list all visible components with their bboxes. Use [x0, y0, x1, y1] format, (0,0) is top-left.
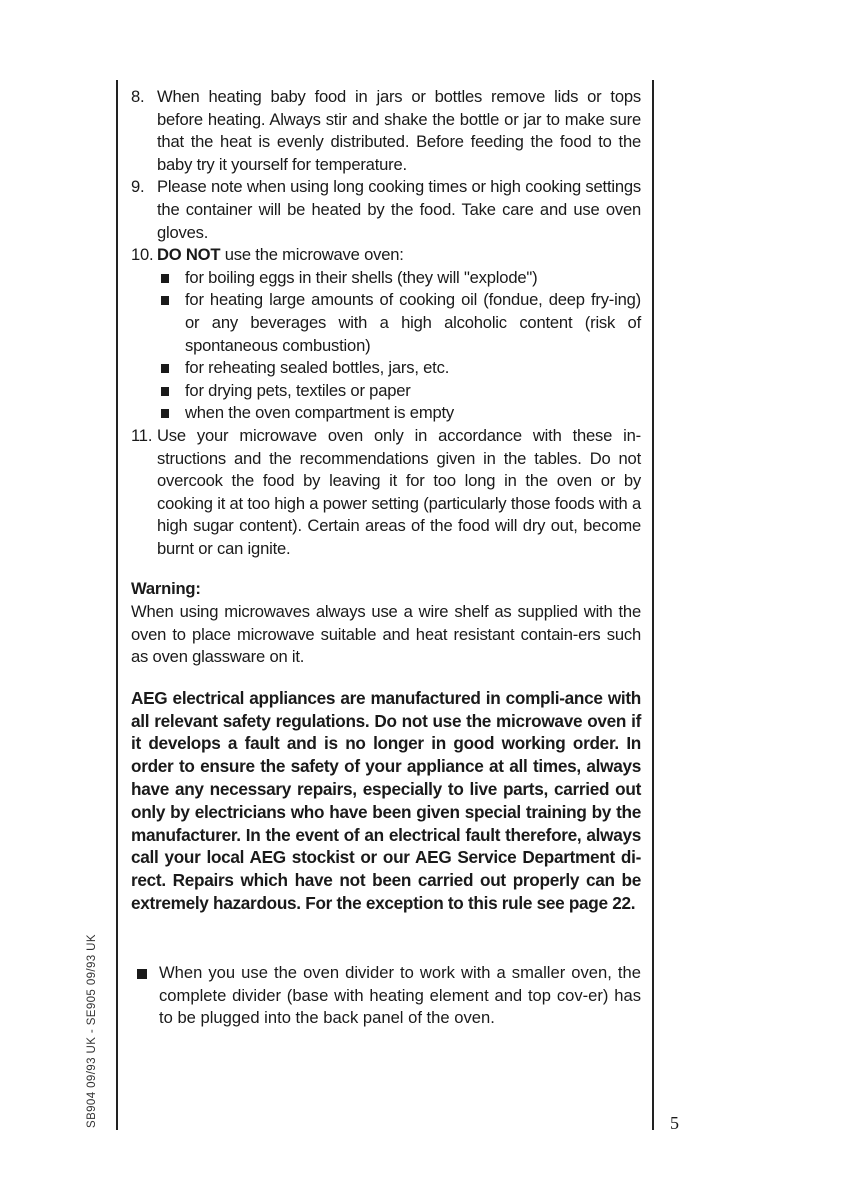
- square-bullet-icon: [161, 274, 169, 283]
- list-item: for reheating sealed bottles, jars, etc.: [159, 357, 641, 380]
- warning-text: When using microwaves always use a wire shelf as supplied with the oven to place microwave suitable and heat resistant contain-ers such as oven glassware on it.: [131, 602, 641, 667]
- instruction-item-10: [131, 244, 641, 267]
- list-item: for heating large amounts of cooking oil (fondue, deep fry-ing) or any beverages with a high alcoholic content (risk of spontaneous combustion): [159, 289, 641, 357]
- do-not-list: [131, 267, 641, 425]
- list-item: for drying pets, textiles or paper: [159, 380, 641, 403]
- oven-divider-note: [131, 962, 641, 1030]
- list-item: for boiling eggs in their shells (they will "explode"): [159, 267, 641, 290]
- square-bullet-icon: [161, 364, 169, 373]
- left-margin-rule: [116, 80, 118, 1130]
- document-code: SB904 09/93 UK - SE905 09/93 UK: [86, 934, 98, 1128]
- item-number: 8.: [131, 87, 145, 106]
- do-not-text: use the microwave oven:: [220, 245, 404, 265]
- list-item: when the oven compartment is empty: [159, 402, 641, 425]
- square-bullet-icon: [137, 969, 147, 979]
- item-text: Please note when using long cooking times or high cooking settings the container will be heated by the food. Take care and use oven gloves.: [157, 177, 641, 242]
- item-text: Use your microwave oven only in accordance with these in-structions and the recommendations given in the tables. Do not overcook the food by leaving it for too long in the oven or by cooking it at too high a power setting (particularly those foods with a high sugar content). Certain areas of the food will dry out, become burnt or can ignite.: [157, 425, 641, 558]
- item-text: [157, 244, 641, 267]
- item-number: 11.: [131, 425, 153, 445]
- instruction-item-8: [131, 86, 641, 176]
- divider-note-text: When you use the oven divider to work with a smaller oven, the complete divider (base with heating element and top cov-er) has to be plugged into the back panel of the oven.: [159, 963, 641, 1028]
- instructions-content: [131, 86, 641, 915]
- square-bullet-icon: [161, 296, 169, 305]
- instruction-item-11: [131, 425, 641, 561]
- item-text: When heating baby food in jars or bottles remove lids or tops before heating. Always stir and shake the bottle or jar to make sure that the heat is evenly distributed. Before feeding the food to the baby try it yourself for temperature.: [157, 87, 641, 174]
- do-not-emphasis: DO NOT: [157, 245, 221, 265]
- right-margin-rule: [652, 80, 654, 1130]
- square-bullet-icon: [161, 409, 169, 418]
- square-bullet-icon: [161, 387, 169, 396]
- safety-notice: AEG electrical appliances are manufactured in compli-ance with all relevant safety regulations. Do not use the microwave oven if it develops a fault and is no longer in good working order. In order to ensure the safety of your appliance at all times, always have any necessary repairs, especially to live parts, carried out only by electricians who have been given special training by the manufacturer. In the event of an electrical fault therefore, always call your local AEG stockist or our AEG Service Department di-rect. Repairs which have not been carried out properly can be extremely hazardous. For the exception to this rule see page 22.: [131, 687, 641, 914]
- instruction-item-9: [131, 176, 641, 244]
- item-number: 10.: [131, 245, 154, 265]
- item-number: 9.: [131, 177, 145, 197]
- page-number: 5: [670, 1113, 679, 1133]
- warning-heading: Warning:: [131, 579, 201, 599]
